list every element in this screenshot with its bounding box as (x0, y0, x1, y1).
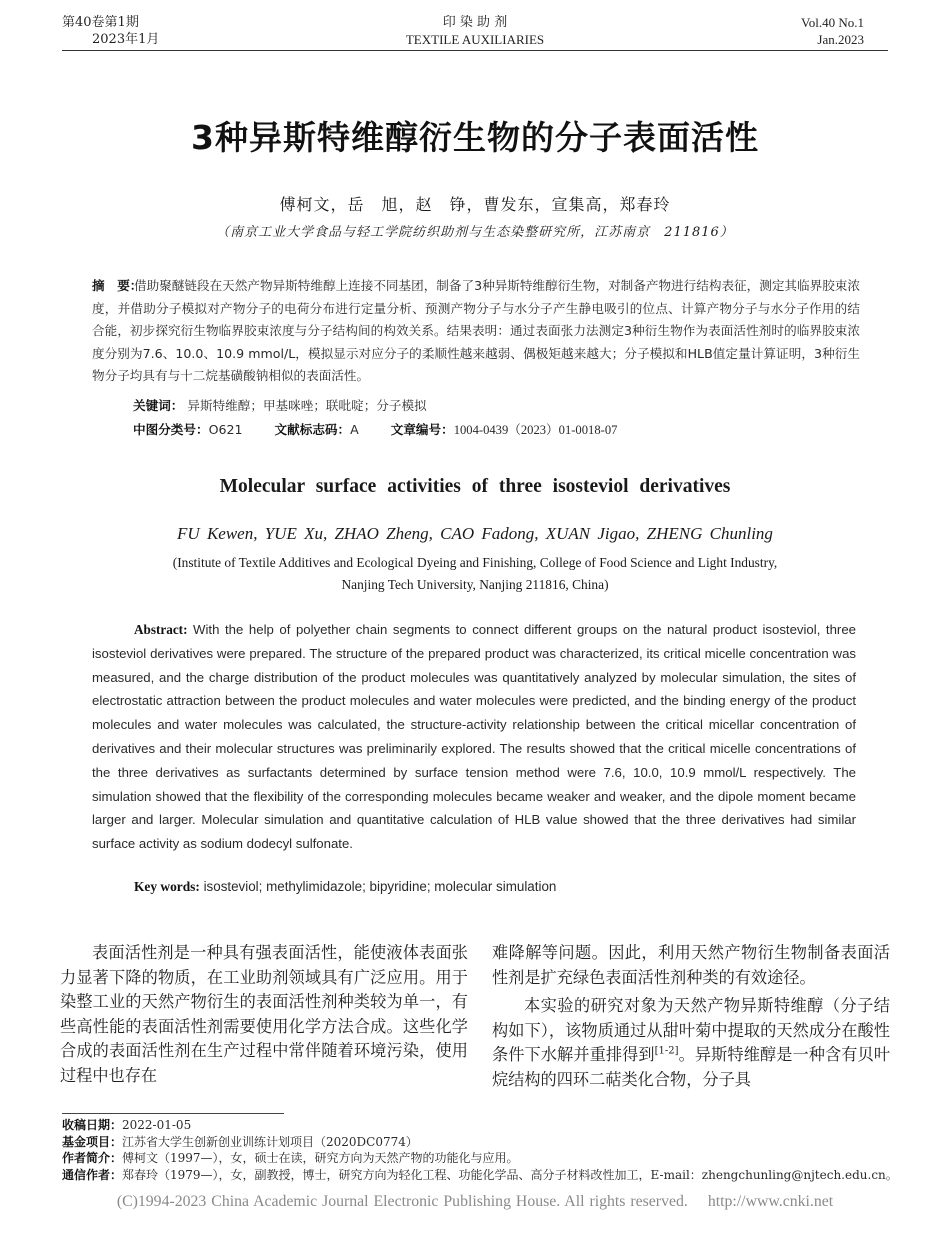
header-journal-cn: 印 染 助 剂 (442, 15, 508, 30)
document-code (275, 422, 359, 437)
english-title: Molecular surface activities of three isosteviol derivatives (219, 476, 731, 497)
footnote-label: 收稿日期： (62, 1118, 123, 1132)
copyright-text: (C)1994-2023 China Academic Journal Electronic Publishing House. All rights reserved. (116, 1193, 688, 1210)
keywords-zh-text: 异斯特维醇；甲基咪唑；联吡啶；分子模拟 (187, 398, 427, 413)
english-affiliation-line1: (Institute of Textile Additives and Ecological Dyeing and Finishing, College of Food Science and Light Industry, (172, 555, 778, 570)
english-affiliation (0, 552, 950, 596)
footnote-received (62, 1117, 191, 1134)
body-paragraph: 难降解等问题。因此，利用天然产物衍生物制备表面活性剂是扩充绿色表面活性剂种类的有效途径。 (492, 943, 890, 987)
footnote-label: 作者简介： (62, 1151, 123, 1165)
footnote-value: 江苏省大学生创新创业训练计划项目（2020DC0774） (122, 1134, 418, 1149)
article-number (391, 422, 618, 437)
header-date-en: Jan.2023 (817, 32, 864, 47)
keywords-zh-label: 关键词： (133, 398, 184, 413)
abstract-zh-text: 借助聚醚链段在天然产物异斯特维醇上连接不同基团，制备了3种异斯特维醇衍生物，对制备产物进行结构表征，测定其临界胶束浓度，并借助分子模拟对产物分子的电荷分布进行定量分析、预测产物分子与水分子产生静电吸引的位点、计算产物分子与水分子作用的结合能，初步探究衍生物临界胶束浓度与分子结构间的构效关系。结果表明：通过表面张力法测定3种衍生物作为表面活性剂时的临界胶束浓度分别为7.6、10.0、10.9 mmol/L，模拟显示对应分子的柔顺性越来越弱、偶极矩越来越大；分子模拟和HLB值定量计算证明，3种衍生物分子均具有与十二烷基磺酸钠相似的表面活性。 (92, 278, 860, 383)
copyright-line (0, 1193, 950, 1211)
header-volume-en: Vol.40 No.1 (801, 15, 864, 30)
footnote-fund (62, 1134, 418, 1151)
header-divider (62, 50, 888, 51)
body-paragraph (492, 994, 890, 1092)
footnote-value: 郑春玲（1979—），女，副教授，博士，研究方向为轻化工程、功能化学品、高分子材料改性加工，E-mail：zhengchunling@njtech.edu.cn。 (122, 1167, 898, 1182)
clc-label: 中图分类号： (133, 422, 209, 437)
english-affiliation-line2: Nanjing Tech University, Nanjing 211816, China) (341, 577, 609, 592)
abstract-zh (92, 275, 860, 388)
keywords-zh (133, 395, 427, 414)
doc-label: 文献标志码： (274, 422, 351, 437)
cnki-link[interactable]: http://www.cnki.net (707, 1193, 834, 1210)
keywords-en-text: isosteviol; methylimidazole; bipyridine; molecular simulation (203, 879, 557, 894)
abstract-en (92, 618, 856, 856)
citation-ref[interactable]: [1-2] (654, 1045, 679, 1057)
clc-value: O621 (208, 422, 243, 437)
keywords-en (134, 879, 556, 895)
body-paragraph-text: 本实验的研究对象为天然产物异斯特维醇（分子结构如下），该物质通过从甜叶菊中提取的天然成分在酸性条件下水解并重排得到 (492, 996, 890, 1065)
abstract-en-text: With the help of polyether chain segments to connect different groups on the natural product isosteviol, three isosteviol derivatives were prepared. The structure of the prepared product was characterized, its critical micelle concentration was measured, and the charge distribution of the product molecules was quantitatively analyzed by molecular simulation, the sites of electrostatic attraction between the product molecules and water molecules were predicted, and the binding energy of the product molecules and water molecules was calculated, the structure-activity relationship between the critical micellar concentration of derivatives and their molecular structures was preliminarily explored. The results showed that the critical micelle concentrations of the three derivatives as surfactants determined by surface tension method were 7.6, 10.0, 10.9 mmol/L respectively. The simulation showed that the flexibility of the corresponding molecules became weaker and weaker, and the dipole moment became larger and larger. Molecular simulation and quantitative calculation of HLB value showed that the three derivatives had similar surface activity as sodium dodecyl sulfonate. (92, 622, 856, 852)
keywords-en-label: Key words: (134, 879, 200, 894)
footnote-divider (62, 1113, 284, 1114)
english-authors: FU Kewen, YUE Xu, ZHAO Zheng, CAO Fadong, XUAN Jigao, ZHENG Chunling (177, 524, 773, 543)
affiliation: （南京工业大学食品与轻工学院纺织助剂与生态染整研究所，江苏南京 211816） (216, 225, 734, 240)
body-paragraph-text: 。异斯特维醇是一种含有贝叶烷结构的四环二萜类化合物，分子具 (492, 1045, 891, 1089)
header-volume-en-info (801, 14, 864, 48)
article-label: 文章编号： (390, 422, 454, 437)
body-column-right (492, 941, 890, 1093)
abstract-en-label: Abstract: (134, 622, 188, 637)
page-title: 3种异斯特维醇衍生物的分子表面活性 (191, 118, 759, 157)
abstract-zh-label: 摘 要： (92, 278, 143, 293)
body-column-left (60, 941, 468, 1089)
footnote-label: 通信作者： (62, 1167, 123, 1182)
header-journal-en: TEXTILE AUXILIARIES (405, 32, 545, 47)
article-value: 1004-0439（2023）01-0018-07 (453, 423, 618, 437)
classification-line (133, 419, 645, 438)
footnote-value: 2022-01-05 (122, 1118, 192, 1132)
footnote-corresponding (62, 1167, 898, 1184)
footnote-label: 基金项目： (62, 1134, 123, 1149)
header-volume-cn: 第40卷第1期 (62, 15, 139, 30)
authors: 傅柯文，岳 旭，赵 铮，曹发东，宣集高，郑春玲 (279, 195, 671, 214)
footnote-author (62, 1150, 519, 1167)
body-paragraph: 表面活性剂是一种具有强表面活性，能使液体表面张力显著下降的物质，在工业助剂领域具有广泛应用。用于染整工业的天然产物衍生的表面活性剂种类较为单一，有些高性能的表面活性剂需要使用化学方法合成。这些化学合成的表面活性剂在生产过程中常伴随着环境污染，使用过程中也存在 (60, 943, 468, 1085)
footnote-value: 傅柯文（1997—），女，硕士在读，研究方向为天然产物的功能化与应用。 (122, 1151, 519, 1165)
header-date-cn: 2023年1月 (92, 32, 160, 47)
clc-number (133, 422, 243, 437)
doc-value: A (350, 422, 359, 437)
